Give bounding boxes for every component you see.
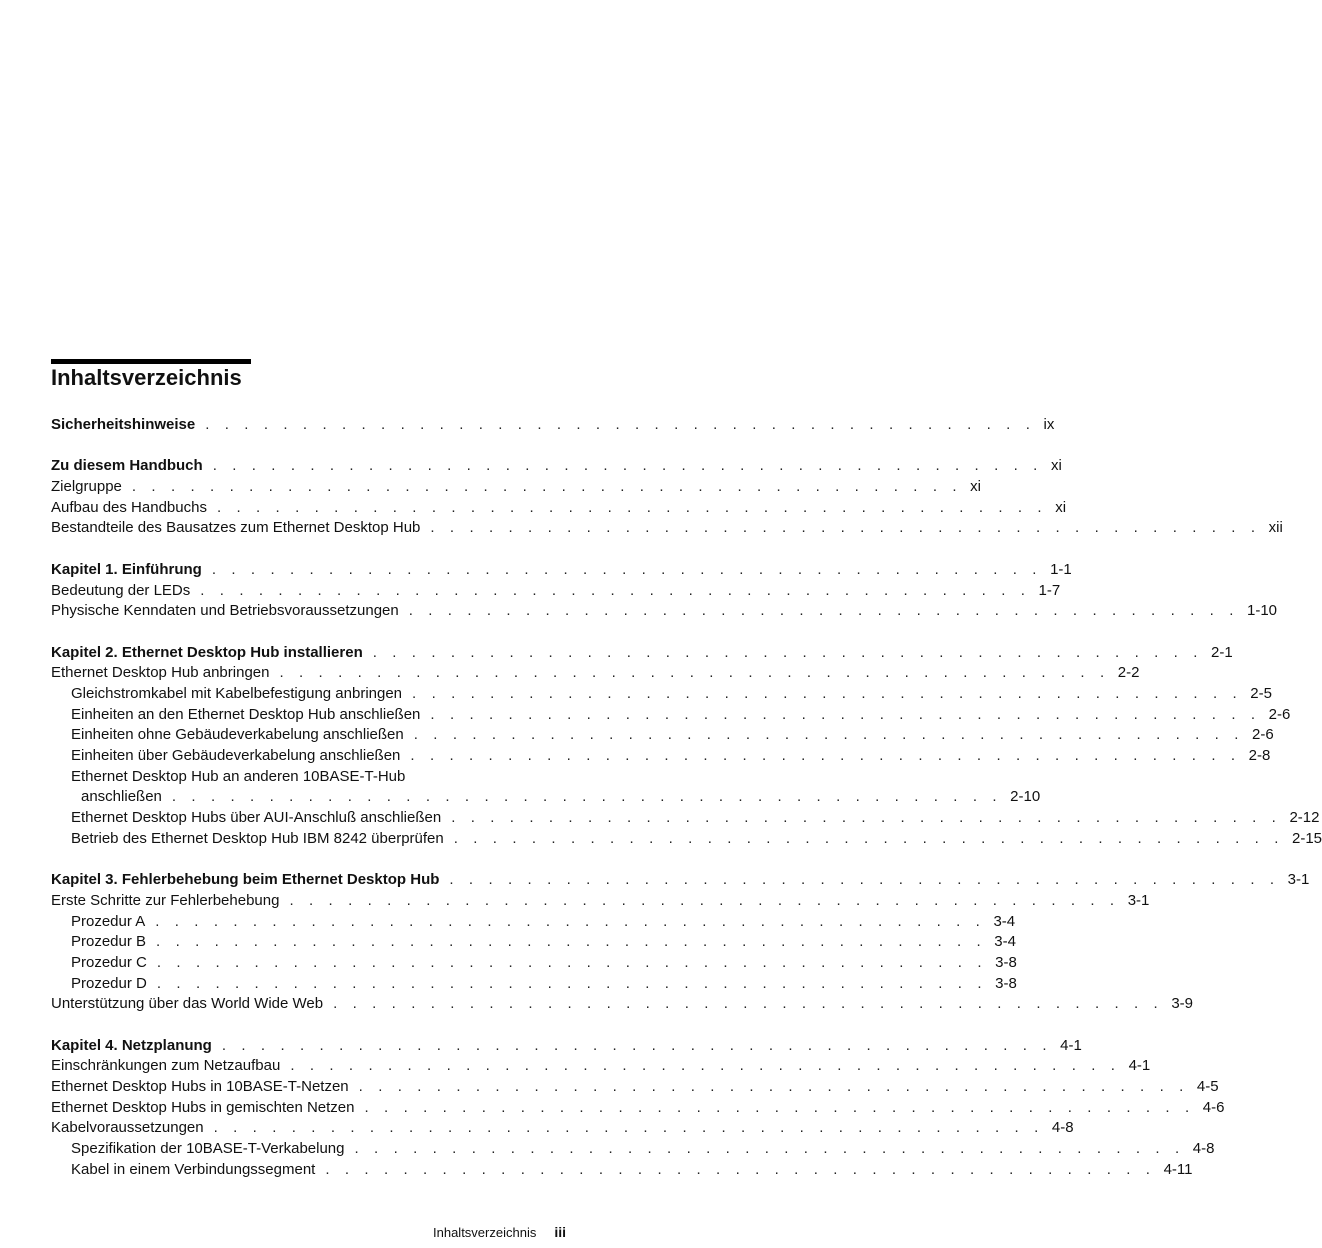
dot-leader: . . . . . . . . . . . . . . . . . . . . . . . . . . . . . . . . . . . . . . . . . . . — [216, 498, 1048, 516]
dot-leader: . . . . . . . . . . . . . . . . . . . . . . . . . . . . . . . . . . . . . . . . . . . — [156, 933, 987, 951]
toc-entry-www[interactable] — [51, 994, 1194, 1015]
toc-entry-aufbau[interactable] — [51, 498, 1067, 519]
toc-entry-page: xi — [1050, 457, 1062, 475]
toc-entry-anderen-hub-line1[interactable]: Ethernet Desktop Hub an anderen 10BASE-T-Hub — [71, 767, 406, 785]
toc-entry-page: 4-8 — [1051, 1119, 1074, 1137]
toc-entry-kapitel-2[interactable] — [51, 643, 1233, 664]
toc-entry-page: 2-6 — [1268, 705, 1291, 723]
toc-entry-page: 2-12 — [1289, 809, 1320, 827]
toc-entry-text: Einheiten über Gebäudeverkabelung anschließen — [71, 747, 401, 764]
toc-entry-page: 2-6 — [1252, 726, 1274, 744]
toc-entry-text: Ethernet Desktop Hub anbringen — [51, 664, 270, 682]
toc-entry-spezifikation[interactable] — [51, 1139, 1215, 1160]
dot-leader: . . . . . . . . . . . . . . . . . . . . . . . . . . . . . . . . . . . . . . . . . . . — [221, 1036, 1053, 1054]
toc-entry-text: Ethernet Desktop Hubs über AUI-Anschluß anschließen — [71, 809, 442, 827]
table-of-contents — [51, 415, 1322, 1180]
toc-entry-page: 4-1 — [1128, 1057, 1151, 1075]
toc-entry-text: Physische Kenndaten und Betriebsvoraussetzungen — [51, 602, 399, 620]
toc-entry-text: Ethernet Desktop Hubs in gemischten Netzen — [51, 1098, 355, 1116]
toc-entry-text: Prozedur C — [71, 953, 147, 971]
toc-entry-page: 1-1 — [1050, 560, 1072, 578]
toc-entry-page: 4-1 — [1060, 1036, 1082, 1054]
toc-entry-text: Prozedur B — [71, 933, 147, 951]
toc-entry-page: 4-6 — [1202, 1098, 1225, 1116]
dot-leader: . . . . . . . . . . . . . . . . . . . . . . . . . . . . . . . . . . . . . . . . . . . — [289, 891, 1120, 909]
dot-leader: . . . . . . . . . . . . . . . . . . . . . . . . . . . . . . . . . . . . . . . . . . . — [413, 726, 1244, 744]
toc-entry-page: 2-1 — [1210, 643, 1233, 661]
toc-entry-text: Einschränkungen zum Netzaufbau — [51, 1057, 281, 1075]
toc-entry-page: 4-8 — [1192, 1140, 1215, 1158]
toc-entry-sicherheitshinweise[interactable] — [51, 415, 1055, 436]
toc-entry-text: Bestandteile des Bausatzes zum Ethernet Desktop Hub — [51, 519, 421, 537]
toc-entry-page: 1-7 — [1038, 581, 1061, 599]
toc-entry-page: 3-4 — [994, 933, 1016, 951]
toc-entry-page: 4-11 — [1163, 1160, 1193, 1178]
toc-entry-text: Unterstützung über das World Wide Web — [51, 995, 324, 1013]
toc-entry-kabel-segment[interactable] — [51, 1160, 1193, 1181]
toc-entry-einheiten-ohne[interactable] — [51, 725, 1274, 746]
toc-entry-anderen-hub[interactable] — [51, 787, 1041, 808]
dot-leader: . . . . . . . . . . . . . . . . . . . . . . . . . . . . . . . . . . . . . . . . . . . — [430, 705, 1261, 723]
dot-leader: . . . . . . . . . . . . . . . . . . . . . . . . . . . . . . . . . . . . . . . . . . . — [453, 829, 1284, 847]
toc-entry-page: 4-5 — [1196, 1078, 1219, 1095]
toc-entry-page: 3-4 — [993, 912, 1016, 930]
toc-entry-page: 3-1 — [1127, 891, 1150, 909]
page-title: Inhaltsverzeichnis — [51, 365, 242, 390]
dot-leader: . . . . . . . . . . . . . . . . . . . . . . . . . . . . . . . . . . . . . . . . . . . — [205, 416, 1036, 433]
dot-leader: . . . . . . . . . . . . . . . . . . . . . . . . . . . . . . . . . . . . . . . . . . . — [171, 788, 1003, 806]
toc-entry-text: Aufbau des Handbuchs — [51, 498, 207, 516]
toc-entry-aui-anschluss[interactable] — [51, 808, 1320, 829]
toc-entry-hubs-10base[interactable] — [51, 1077, 1219, 1098]
toc-entry-page: 3-9 — [1171, 995, 1194, 1013]
toc-entry-page: 3-1 — [1287, 871, 1310, 889]
dot-leader: . . . . . . . . . . . . . . . . . . . . . . . . . . . . . . . . . . . . . . . . . . . — [412, 684, 1243, 702]
toc-entry-text: Kapitel 3. Fehlerbehebung beim Ethernet Desktop Hub — [51, 871, 440, 889]
dot-leader: . . . . . . . . . . . . . . . . . . . . . . . . . . . . . . . . . . . . . . . . . . . — [430, 519, 1261, 537]
toc-entry-kapitel-4[interactable] — [51, 1036, 1082, 1057]
dot-leader: . . . . . . . . . . . . . . . . . . . . . . . . . . . . . . . . . . . . . . . . . . . — [449, 871, 1280, 889]
toc-entry-text: Kapitel 4. Netzplanung — [51, 1036, 212, 1054]
dot-leader: . . . . . . . . . . . . . . . . . . . . . . . . . . . . . . . . . . . . . . . . . . . — [410, 747, 1241, 764]
toc-entry-page: xii — [1268, 519, 1283, 537]
toc-entry-text: Betrieb des Ethernet Desktop Hub IBM 8242 überprüfen — [71, 829, 444, 847]
dot-leader: . . . . . . . . . . . . . . . . . . . . . . . . . . . . . . . . . . . . . . . . . . . — [212, 457, 1043, 475]
toc-entry-page: ix — [1043, 416, 1055, 433]
footer-page-number: iii — [554, 1224, 566, 1240]
dot-leader: . . . . . . . . . . . . . . . . . . . . . . . . . . . . . . . . . . . . . . . . . . . — [408, 602, 1239, 620]
toc-entry-prozedur-c[interactable] — [51, 953, 1017, 974]
dot-leader: . . . . . . . . . . . . . . . . . . . . . . . . . . . . . . . . . . . . . . . . . . . — [333, 995, 1164, 1013]
toc-entry-text: Einheiten ohne Gebäudeverkabelung anschließen — [71, 726, 404, 744]
toc-entry-einheiten-an[interactable] — [51, 705, 1291, 726]
dot-leader: . . . . . . . . . . . . . . . . . . . . . . . . . . . . . . . . . . . . . . . . . . . — [325, 1160, 1156, 1178]
dot-leader: . . . . . . . . . . . . . . . . . . . . . . . . . . . . . . . . . . . . . . . . . . . — [156, 953, 988, 971]
title-rule — [51, 359, 251, 364]
toc-entry-text: Zielgruppe — [51, 478, 122, 496]
toc-entry-page: 2-8 — [1248, 747, 1271, 764]
toc-entry-text: anschließen — [81, 788, 162, 806]
dot-leader: . . . . . . . . . . . . . . . . . . . . . . . . . . . . . . . . . . . . . . . . . . . — [213, 1119, 1044, 1137]
toc-entry-page: 3-8 — [995, 953, 1017, 971]
toc-entry-text: Prozedur A — [71, 912, 146, 930]
toc-entry-text: Kabelvoraussetzungen — [51, 1119, 204, 1137]
toc-entry-einschraenkungen[interactable] — [51, 1056, 1151, 1077]
page-footer — [433, 1224, 566, 1240]
toc-entry-page: xi — [970, 478, 981, 496]
toc-entry-bestandteile[interactable] — [51, 518, 1283, 539]
toc-entry-page: 2-5 — [1250, 684, 1272, 702]
toc-entry-page: xi — [1055, 498, 1067, 516]
toc-entry-prozedur-b[interactable] — [51, 932, 1016, 953]
toc-entry-text: Erste Schritte zur Fehlerbehebung — [51, 891, 280, 909]
toc-entry-page: 3-8 — [995, 974, 1017, 992]
dot-leader: . . . . . . . . . . . . . . . . . . . . . . . . . . . . . . . . . . . . . . . . . . . — [131, 478, 963, 496]
toc-entry-text: Einheiten an den Ethernet Desktop Hub anschließen — [71, 705, 421, 723]
dot-leader: . . . . . . . . . . . . . . . . . . . . . . . . . . . . . . . . . . . . . . . . . . . — [290, 1057, 1121, 1075]
toc-entry-text: Sicherheitshinweise — [51, 416, 196, 433]
toc-entry-text: Kabel in einem Verbindungssegment — [71, 1160, 316, 1178]
dot-leader: . . . . . . . . . . . . . . . . . . . . . . . . . . . . . . . . . . . . . . . . . . . — [358, 1078, 1189, 1095]
toc-entry-text: Prozedur D — [71, 974, 147, 992]
toc-entry-zielgruppe[interactable] — [51, 477, 981, 498]
dot-leader: . . . . . . . . . . . . . . . . . . . . . . . . . . . . . . . . . . . . . . . . . . . — [364, 1098, 1195, 1116]
dot-leader: . . . . . . . . . . . . . . . . . . . . . . . . . . . . . . . . . . . . . . . . . . . — [211, 560, 1043, 578]
toc-entry-text: Zu diesem Handbuch — [51, 457, 203, 475]
toc-entry-page: 2-2 — [1117, 664, 1140, 682]
toc-entry-physische-kenndaten[interactable] — [51, 601, 1278, 622]
toc-entry-text: Gleichstromkabel mit Kabelbefestigung anbringen — [71, 684, 403, 702]
dot-leader: . . . . . . . . . . . . . . . . . . . . . . . . . . . . . . . . . . . . . . . . . . . — [156, 974, 988, 992]
footer-label: Inhaltsverzeichnis — [433, 1225, 537, 1240]
toc-entry-anbringen[interactable] — [51, 663, 1140, 684]
toc-entry-text: Kapitel 2. Ethernet Desktop Hub installieren — [51, 643, 363, 661]
toc-entry-text: Kapitel 1. Einführung — [51, 560, 202, 578]
toc-entry-leds[interactable] — [51, 581, 1061, 602]
dot-leader: . . . . . . . . . . . . . . . . . . . . . . . . . . . . . . . . . . . . . . . . . . . — [354, 1140, 1185, 1158]
toc-entry-kapitel-3[interactable] — [51, 870, 1310, 891]
toc-entry-einheiten-ueber[interactable] — [51, 746, 1271, 767]
dot-leader: . . . . . . . . . . . . . . . . . . . . . . . . . . . . . . . . . . . . . . . . . . . — [451, 809, 1282, 827]
toc-entry-kapitel-1[interactable] — [51, 560, 1072, 581]
toc-entry-prozedur-a[interactable] — [51, 912, 1016, 933]
toc-entry-zu-diesem-handbuch[interactable] — [51, 456, 1062, 477]
toc-entry-kabelvoraussetzungen[interactable] — [51, 1118, 1074, 1139]
toc-entry-text: Spezifikation der 10BASE-T-Verkabelung — [71, 1140, 345, 1158]
toc-entry-text: Ethernet Desktop Hubs in 10BASE-T-Netzen — [51, 1078, 349, 1095]
toc-entry-prozedur-d[interactable] — [51, 974, 1017, 995]
dot-leader: . . . . . . . . . . . . . . . . . . . . . . . . . . . . . . . . . . . . . . . . . . . — [155, 912, 986, 930]
toc-entry-text: Bedeutung der LEDs — [51, 581, 191, 599]
toc-entry-betrieb[interactable] — [51, 829, 1322, 850]
dot-leader: . . . . . . . . . . . . . . . . . . . . . . . . . . . . . . . . . . . . . . . . . . . — [200, 581, 1031, 599]
toc-entry-gleichstromkabel[interactable] — [51, 684, 1272, 705]
toc-entry-erste-schritte[interactable] — [51, 891, 1150, 912]
dot-leader: . . . . . . . . . . . . . . . . . . . . . . . . . . . . . . . . . . . . . . . . . . . — [372, 643, 1203, 661]
toc-entry-page: 1-10 — [1246, 602, 1278, 620]
toc-entry-page: 2-10 — [1010, 788, 1041, 806]
dot-leader: . . . . . . . . . . . . . . . . . . . . . . . . . . . . . . . . . . . . . . . . . . . — [279, 664, 1110, 682]
toc-entry-page: 2-15 — [1291, 829, 1322, 847]
toc-entry-hubs-gemischt[interactable] — [51, 1098, 1225, 1119]
